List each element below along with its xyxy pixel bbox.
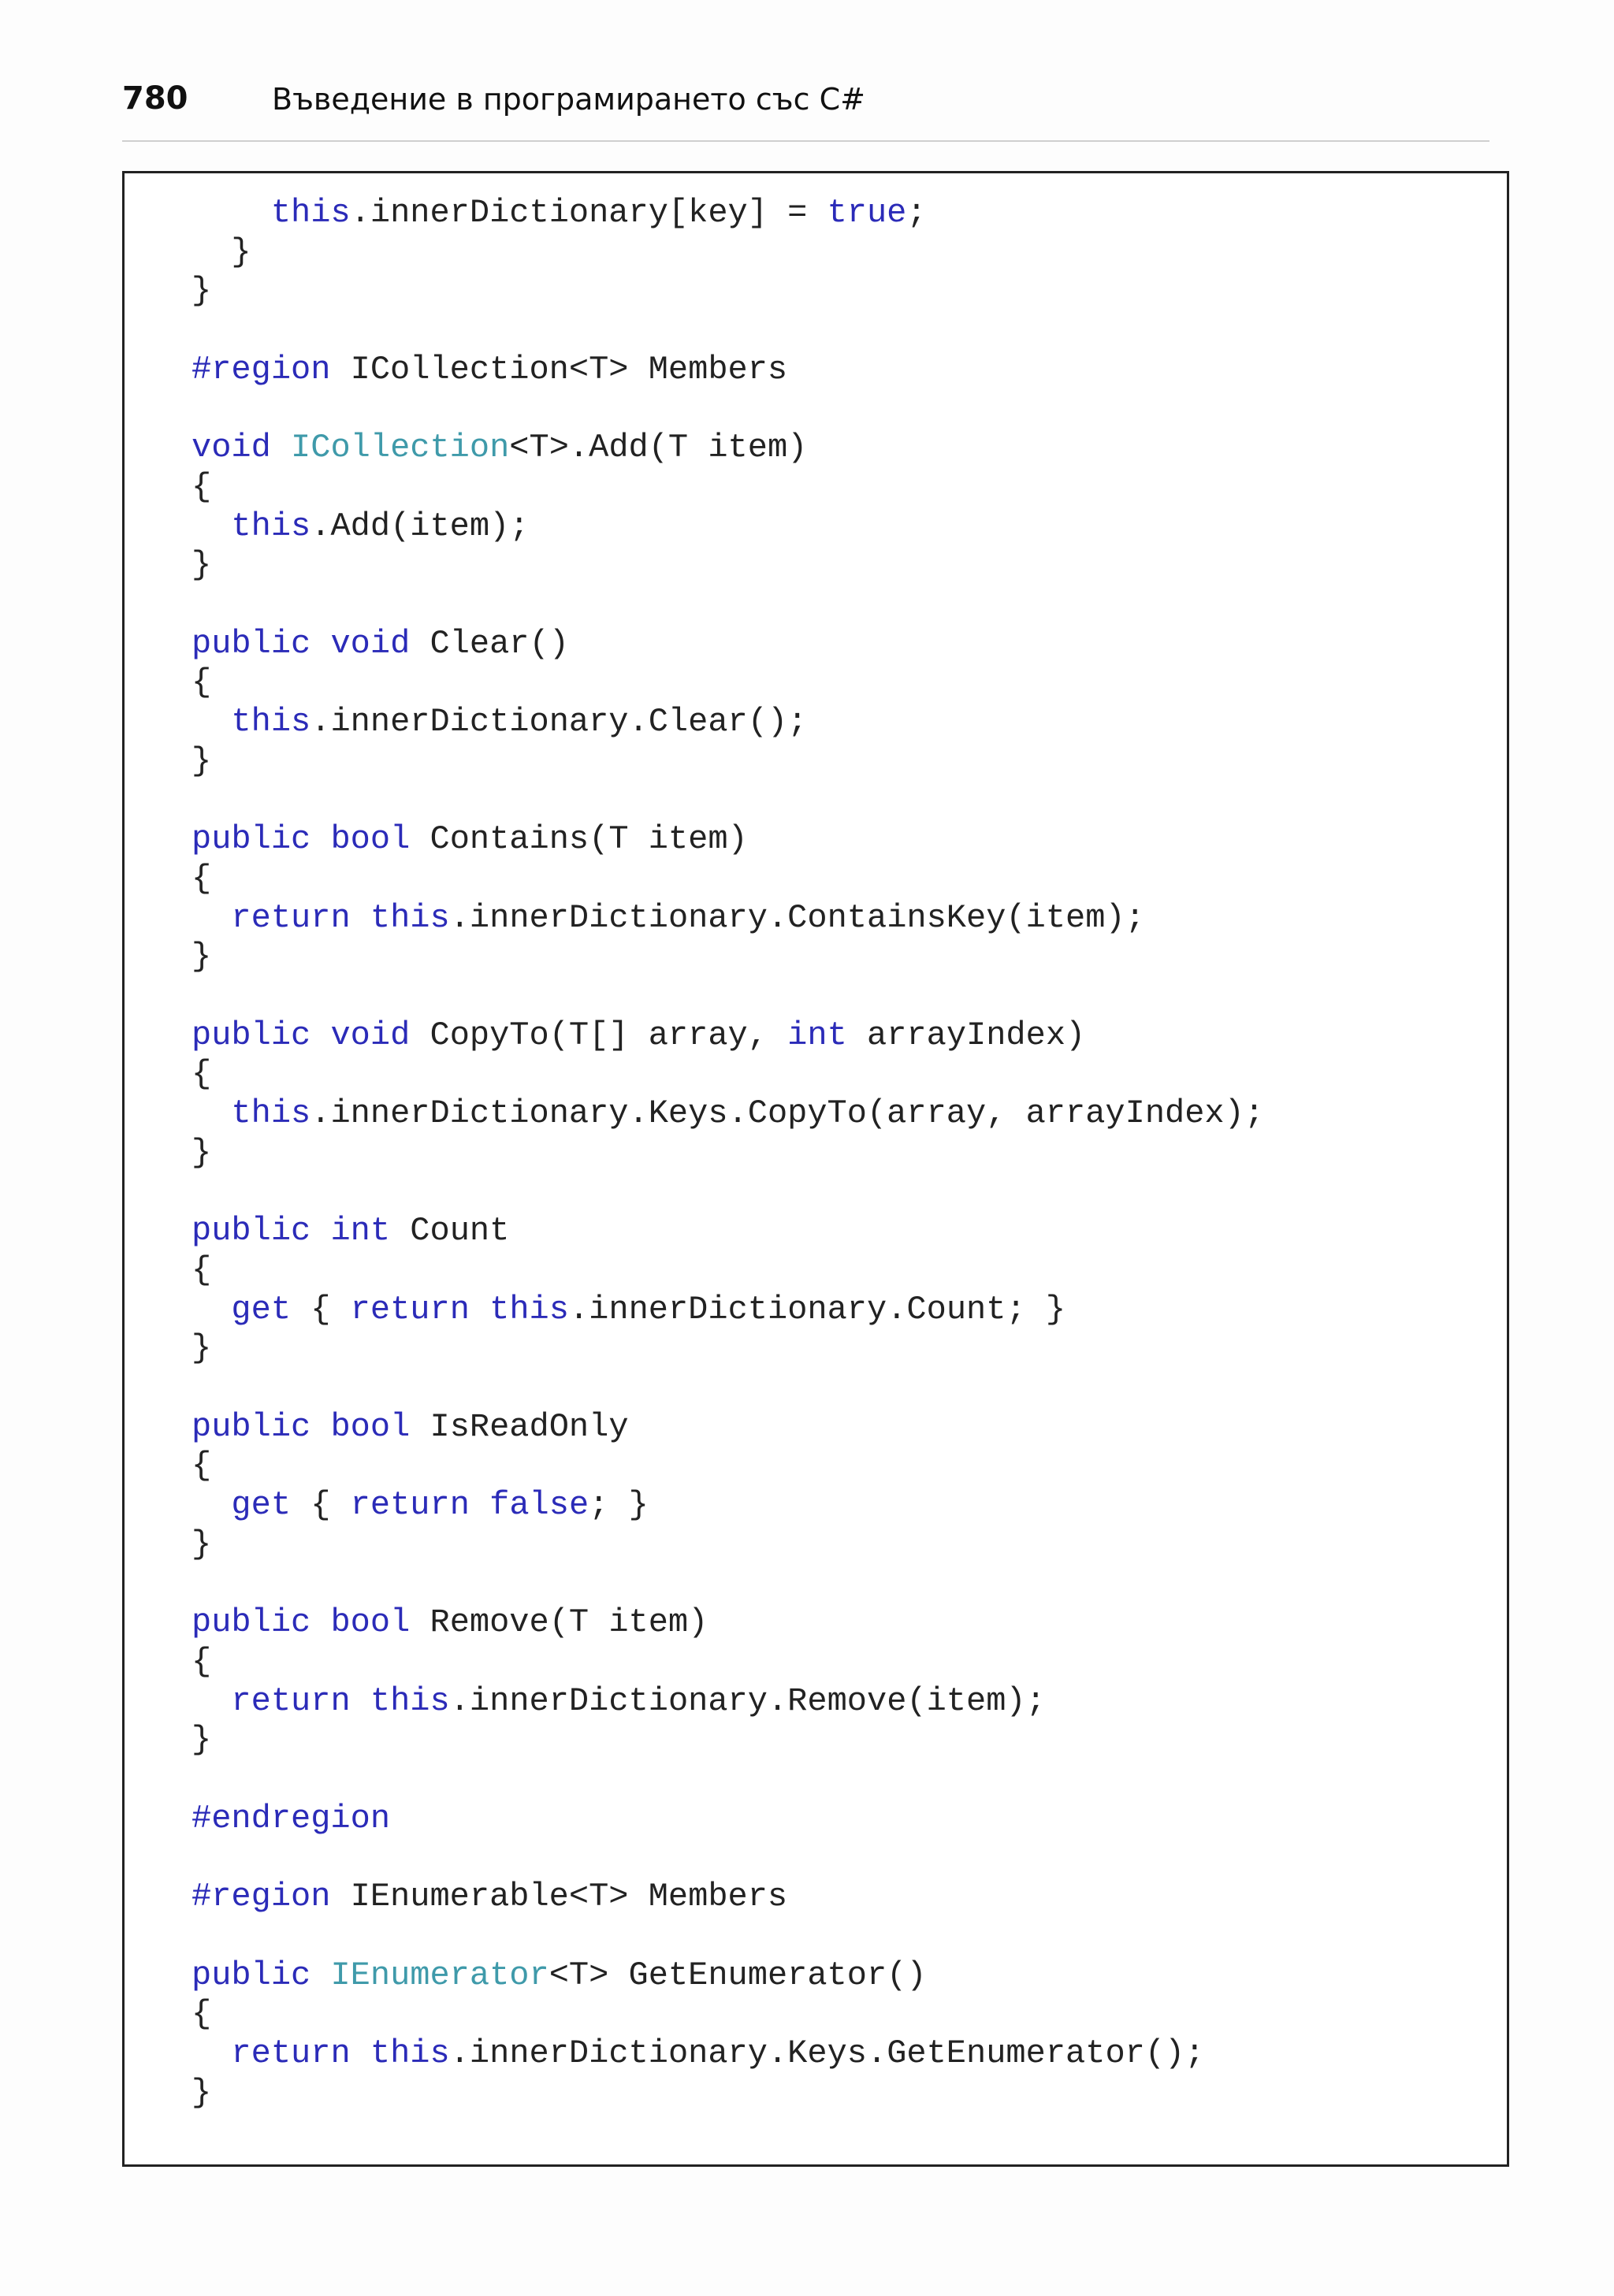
code-listing bbox=[122, 171, 1509, 2167]
code-line bbox=[192, 1603, 708, 1642]
code-line bbox=[192, 467, 211, 507]
code-keyword: get bbox=[231, 1486, 292, 1525]
code-line bbox=[192, 1525, 211, 1564]
code-line bbox=[192, 1642, 211, 1681]
code-text bbox=[192, 899, 231, 937]
code-text: } bbox=[192, 1525, 212, 1563]
code-text: } bbox=[192, 1721, 212, 1759]
code-line bbox=[192, 702, 807, 741]
code-line bbox=[192, 1328, 211, 1368]
code-text: IEnumerable<T> Members bbox=[330, 1878, 788, 1916]
code-text: { bbox=[192, 1055, 212, 1094]
code-text bbox=[192, 2034, 231, 2072]
code-keyword: void bbox=[330, 1016, 411, 1054]
code-keyword: bool bbox=[330, 1407, 411, 1446]
code-keyword: this bbox=[270, 194, 351, 232]
code-text bbox=[311, 1408, 330, 1446]
code-line bbox=[192, 819, 748, 859]
code-keyword: true bbox=[827, 194, 907, 232]
code-text: } bbox=[192, 2073, 212, 2112]
code-text bbox=[311, 1212, 330, 1250]
code-keyword: this bbox=[231, 1094, 311, 1133]
code-directive: #endregion bbox=[192, 1799, 391, 1837]
code-line bbox=[192, 271, 211, 310]
code-text bbox=[351, 899, 370, 937]
code-text bbox=[192, 1291, 231, 1328]
code-text bbox=[311, 1603, 330, 1641]
code-text: Remove(T item) bbox=[410, 1603, 708, 1642]
code-line bbox=[192, 859, 211, 898]
code-text bbox=[351, 1682, 370, 1720]
code-keyword: public bbox=[192, 1407, 311, 1446]
code-text: { bbox=[192, 1995, 212, 2034]
code-keyword: this bbox=[370, 898, 450, 937]
code-text: <T>.Add(T item) bbox=[509, 429, 808, 467]
book-title: Въведение в програмирането със C# bbox=[272, 82, 865, 117]
code-keyword: int bbox=[330, 1212, 391, 1250]
code-keyword: public bbox=[192, 1956, 311, 1994]
code-line bbox=[192, 1956, 927, 1995]
code-text bbox=[470, 1291, 489, 1328]
code-text: Contains(T item) bbox=[410, 820, 748, 859]
code-line bbox=[192, 1720, 211, 1759]
code-text: .innerDictionary.ContainsKey(item); bbox=[449, 898, 1145, 937]
code-keyword: bool bbox=[330, 1603, 411, 1642]
code-keyword: public bbox=[192, 1212, 311, 1250]
code-text bbox=[192, 703, 231, 741]
code-text: } bbox=[192, 1133, 212, 1172]
code-text bbox=[311, 625, 330, 663]
code-directive: #region bbox=[192, 350, 331, 388]
code-line bbox=[192, 1290, 1065, 1329]
code-text: Count bbox=[390, 1212, 510, 1250]
code-line bbox=[192, 1094, 1264, 1133]
code-keyword: int bbox=[787, 1016, 847, 1054]
code-keyword: this bbox=[489, 1290, 569, 1328]
code-keyword: get bbox=[231, 1290, 292, 1328]
code-line bbox=[192, 545, 211, 585]
code-line bbox=[192, 937, 211, 976]
code-keyword: false bbox=[489, 1486, 589, 1525]
code-text: arrayIndex) bbox=[846, 1016, 1086, 1054]
code-keyword: return bbox=[350, 1290, 470, 1328]
code-text: .innerDictionary.Keys.GetEnumerator(); bbox=[449, 2034, 1205, 2072]
code-keyword: public bbox=[192, 820, 311, 859]
code-keyword: void bbox=[330, 624, 411, 663]
code-directive: #region bbox=[192, 1878, 331, 1916]
code-keyword: return bbox=[231, 1681, 351, 1720]
code-text: } bbox=[192, 741, 212, 780]
code-text: { bbox=[192, 467, 212, 506]
code-keyword: return bbox=[231, 898, 351, 937]
code-text: { bbox=[192, 859, 212, 897]
code-line bbox=[192, 232, 251, 272]
code-line bbox=[192, 507, 530, 546]
code-line bbox=[192, 624, 569, 663]
code-line bbox=[192, 1250, 211, 1290]
code-line bbox=[192, 1016, 1085, 1055]
code-text bbox=[311, 820, 330, 858]
code-text bbox=[192, 1682, 231, 1720]
code-text: .innerDictionary.Count; } bbox=[568, 1290, 1066, 1328]
code-keyword: bool bbox=[330, 820, 411, 859]
code-keyword: public bbox=[192, 624, 311, 663]
code-text: } bbox=[192, 546, 212, 585]
code-text bbox=[192, 1486, 231, 1524]
code-line bbox=[192, 1211, 509, 1250]
code-line bbox=[192, 1133, 211, 1172]
code-keyword: public bbox=[192, 1603, 311, 1642]
code-line bbox=[192, 898, 1145, 938]
code-text: CopyTo(T[] array, bbox=[410, 1016, 788, 1054]
code-line bbox=[192, 741, 211, 781]
code-line bbox=[192, 193, 927, 232]
code-text: Clear() bbox=[410, 624, 569, 663]
code-keyword: void bbox=[192, 429, 271, 467]
code-text: { bbox=[192, 1447, 212, 1485]
code-keyword: this bbox=[370, 1681, 450, 1720]
code-line bbox=[192, 350, 787, 389]
code-type: ICollection bbox=[291, 429, 510, 467]
code-text: { bbox=[291, 1290, 351, 1328]
code-keyword: this bbox=[231, 507, 311, 545]
code-text: } bbox=[192, 272, 212, 310]
code-text: .innerDictionary[key] = bbox=[350, 194, 827, 232]
code-keyword: public bbox=[192, 1016, 311, 1054]
code-text: { bbox=[192, 1250, 212, 1289]
code-line bbox=[192, 1407, 629, 1447]
page-header bbox=[122, 76, 1489, 142]
code-text: .innerDictionary.Keys.CopyTo(array, arrayIndex); bbox=[311, 1094, 1265, 1133]
code-type: IEnumerator bbox=[330, 1956, 549, 1994]
code-line bbox=[192, 1446, 211, 1485]
code-line bbox=[192, 1681, 1046, 1721]
code-text: ; } bbox=[589, 1486, 649, 1525]
code-text: { bbox=[192, 1642, 212, 1681]
code-text: } bbox=[192, 1329, 212, 1368]
code-text: .innerDictionary.Remove(item); bbox=[449, 1681, 1046, 1720]
code-text: .Add(item); bbox=[311, 507, 530, 545]
code-keyword: return bbox=[231, 2034, 351, 2072]
code-text bbox=[311, 1956, 330, 1994]
code-line bbox=[192, 428, 807, 467]
code-keyword: this bbox=[231, 703, 311, 741]
code-line bbox=[192, 663, 211, 702]
code-line bbox=[192, 1054, 211, 1094]
code-line bbox=[192, 1994, 211, 2034]
code-keyword: return bbox=[350, 1486, 470, 1525]
code-text: { bbox=[291, 1486, 351, 1525]
code-line bbox=[192, 1485, 649, 1525]
code-text: { bbox=[192, 663, 212, 702]
code-text bbox=[470, 1486, 489, 1524]
code-text bbox=[351, 2034, 370, 2072]
code-text bbox=[192, 194, 271, 232]
code-text: IsReadOnly bbox=[410, 1407, 629, 1446]
code-line bbox=[192, 2034, 1204, 2073]
code-text: } bbox=[192, 232, 251, 271]
page-number: 780 bbox=[122, 80, 188, 117]
code-text: .innerDictionary.Clear(); bbox=[311, 703, 808, 741]
code-text bbox=[192, 1094, 231, 1132]
code-text bbox=[271, 429, 291, 466]
code-keyword: this bbox=[370, 2034, 450, 2072]
code-line bbox=[192, 1877, 787, 1916]
code-line bbox=[192, 2073, 211, 2112]
code-text bbox=[192, 507, 231, 545]
code-line bbox=[192, 1799, 390, 1838]
code-text: <T> GetEnumerator() bbox=[549, 1956, 927, 1994]
code-text: ICollection<T> Members bbox=[330, 350, 788, 388]
code-text: ; bbox=[906, 194, 927, 232]
code-text: } bbox=[192, 938, 212, 976]
code-text bbox=[311, 1016, 330, 1054]
